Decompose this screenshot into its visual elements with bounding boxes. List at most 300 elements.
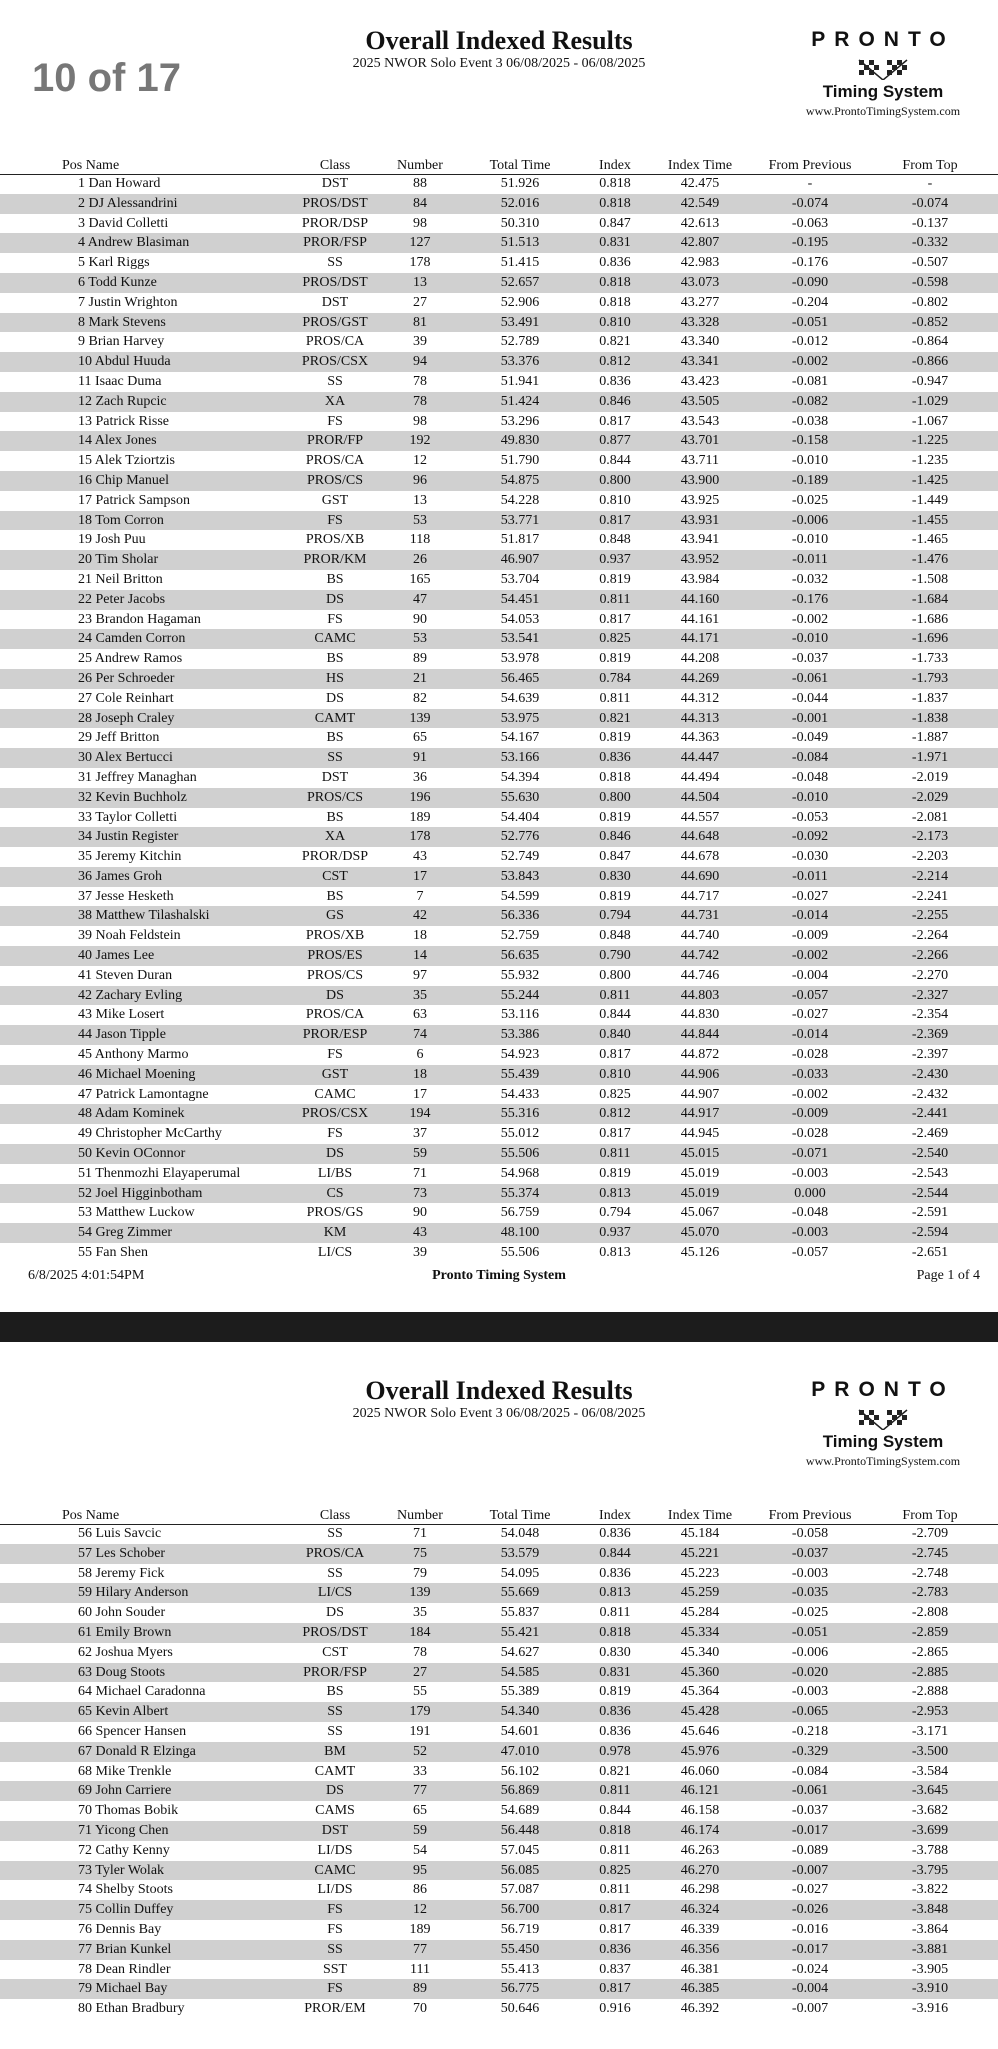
cell-total-time: 47.010 [500, 1743, 540, 1759]
cell-from-previous: -0.014 [791, 908, 829, 924]
cell-from-top: -2.019 [911, 769, 949, 785]
cell-from-top: -2.594 [911, 1225, 949, 1241]
cell-index-time: 44.312 [680, 690, 720, 706]
cell-number: 84 [413, 195, 427, 211]
cell-index-time: 45.646 [680, 1723, 720, 1739]
cell-index: 0.794 [599, 1205, 631, 1221]
table-row [0, 1742, 998, 1762]
cell-class: BM [324, 1743, 346, 1759]
cell-from-top: -2.432 [911, 1086, 949, 1102]
cell-pos-name: 35 Jeremy Kitchin [78, 849, 182, 865]
cell-index: 0.818 [599, 1822, 631, 1838]
table-row [0, 1223, 998, 1243]
cell-total-time: 53.116 [501, 1007, 539, 1023]
cell-total-time: 52.906 [500, 294, 540, 310]
cell-pos-name: 51 Thenmozhi Elayaperumal [78, 1165, 241, 1181]
cell-class: LI/CS [317, 1585, 353, 1601]
cell-from-previous: -0.092 [791, 829, 829, 845]
cell-pos-name: 32 Kevin Buchholz [78, 789, 187, 805]
cell-class: SS [327, 1941, 343, 1957]
cell-index: 0.819 [599, 730, 631, 746]
cell-index: 0.837 [599, 1961, 631, 1977]
cell-pos-name: 52 Joel Higginbotham [78, 1185, 203, 1201]
cell-number: 17 [413, 868, 427, 884]
cell-index: 0.813 [599, 1245, 631, 1261]
cell-from-top: -3.682 [911, 1803, 949, 1819]
cell-pos-name: 73 Tyler Wolak [78, 1862, 165, 1878]
cell-number: 71 [413, 1526, 427, 1541]
cell-class: DS [326, 1783, 344, 1799]
cell-from-previous: -0.084 [791, 750, 829, 766]
cell-pos-name: 80 Ethan Bradbury [78, 2001, 185, 2017]
cell-index-time: 43.701 [680, 433, 720, 449]
cell-from-top: -2.029 [911, 789, 949, 805]
cell-number: 53 [413, 631, 427, 647]
cell-total-time: 53.978 [500, 651, 540, 667]
cell-from-previous: -0.158 [791, 433, 829, 449]
logo-brand: PRONTO [811, 28, 955, 51]
cell-index-time: 43.900 [680, 472, 720, 488]
cell-from-previous: -0.007 [791, 2001, 829, 2017]
cell-number: 47 [413, 591, 427, 607]
cell-from-top: -2.397 [911, 1047, 949, 1063]
cell-from-top: -2.469 [911, 1126, 949, 1142]
cell-total-time: 53.296 [500, 413, 540, 429]
cell-from-top: -3.699 [911, 1822, 949, 1838]
cell-total-time: 50.646 [500, 2001, 540, 2017]
logo-tagline: Timing System [822, 1432, 944, 1451]
cell-class: SS [327, 1723, 343, 1739]
cell-pos-name: 67 Donald R Elzinga [78, 1743, 196, 1759]
cell-index-time: 46.121 [680, 1783, 720, 1799]
cell-class: PROR/ESP [302, 1027, 368, 1043]
cell-from-top: -2.808 [911, 1605, 949, 1621]
cell-pos-name: 74 Shelby Stoots [78, 1882, 173, 1898]
cell-index: 0.847 [599, 215, 631, 231]
cell-pos-name: 31 Jeffrey Managhan [78, 769, 197, 785]
cell-from-top: -1.476 [911, 552, 949, 568]
cell-pos-name: 12 Zach Rupcic [78, 393, 167, 409]
cell-number: 13 [413, 492, 427, 508]
cell-index-time: 44.803 [680, 987, 720, 1003]
cell-from-top: -1.449 [911, 492, 949, 508]
pronto-logo [788, 1378, 978, 1469]
cell-index-time: 44.746 [680, 967, 720, 983]
cell-index-time: 46.324 [680, 1902, 720, 1918]
cell-pos-name: 37 Jesse Hesketh [78, 888, 174, 904]
cell-index: 0.821 [599, 1763, 631, 1779]
cell-class: CAMC [314, 1862, 356, 1878]
cell-from-top: -3.171 [911, 1723, 949, 1739]
table-row [0, 788, 998, 808]
cell-pos-name: 64 Michael Caradonna [78, 1684, 206, 1700]
cell-class: CAMT [314, 710, 356, 726]
cell-from-top: -2.173 [911, 829, 949, 845]
table-row [0, 1841, 998, 1861]
cell-total-time: 51.817 [500, 532, 540, 548]
cell-index: 0.818 [599, 294, 631, 310]
cell-total-time: 53.843 [500, 868, 540, 884]
cell-number: 88 [413, 176, 427, 191]
cell-from-top: -1.465 [911, 532, 949, 548]
cell-from-previous: -0.017 [791, 1822, 829, 1838]
cell-class: CAMC [314, 1086, 356, 1102]
cell-from-previous: -0.329 [791, 1743, 829, 1759]
table-row [0, 1524, 998, 1544]
cell-index-time: 45.364 [680, 1684, 720, 1700]
cell-number: 78 [413, 393, 427, 409]
cell-from-top: -1.425 [911, 472, 949, 488]
cell-from-top: -2.745 [911, 1545, 949, 1561]
cell-from-previous: -0.033 [791, 1066, 829, 1082]
cell-pos-name: 4 Andrew Blasiman [78, 235, 190, 251]
cell-pos-name: 27 Cole Reinhart [78, 690, 174, 706]
cell-pos-name: 60 John Souder [78, 1605, 166, 1621]
cell-index-time: 45.334 [680, 1624, 720, 1640]
cell-from-top: -3.645 [911, 1783, 949, 1799]
cell-from-previous: -0.011 [792, 552, 828, 568]
cell-from-top: -3.864 [911, 1921, 949, 1937]
cell-number: 89 [413, 651, 427, 667]
cell-index-time: 46.356 [680, 1941, 720, 1957]
cell-index: 0.848 [599, 928, 631, 944]
cell-number: 196 [409, 789, 431, 805]
cell-from-previous: -0.011 [792, 868, 828, 884]
cell-index-time: 46.339 [680, 1921, 720, 1937]
table-row [0, 847, 998, 867]
checkered-flags-icon [788, 58, 978, 82]
cell-index-time: 46.298 [680, 1882, 720, 1898]
cell-index: 0.811 [599, 1783, 631, 1799]
cell-number: 37 [413, 1126, 427, 1142]
cell-from-top: -3.788 [911, 1842, 949, 1858]
cell-from-previous: -0.016 [791, 1921, 829, 1937]
cell-from-previous: -0.002 [791, 1086, 829, 1102]
cell-number: 90 [413, 1205, 427, 1221]
cell-number: 63 [413, 1007, 427, 1023]
cell-index-time: 44.742 [680, 948, 720, 964]
cell-class: BS [326, 888, 344, 904]
table-row [0, 491, 998, 511]
cell-index-time: 44.447 [680, 750, 720, 766]
cell-class: XA [324, 829, 346, 845]
cell-from-top: -2.430 [911, 1066, 949, 1082]
cell-from-top: -2.327 [911, 987, 949, 1003]
results-table-page-2 [0, 1524, 998, 2019]
cell-index-time: 44.907 [680, 1086, 720, 1102]
cell-class: BS [326, 651, 344, 667]
cell-from-top: -2.270 [911, 967, 949, 983]
cell-from-previous: -0.006 [791, 512, 829, 528]
cell-total-time: 51.424 [500, 393, 540, 409]
cell-class: PROS/DST [302, 274, 368, 290]
cell-number: 35 [413, 1605, 427, 1621]
cell-from-previous: -0.024 [791, 1961, 829, 1977]
cell-from-previous: -0.010 [791, 532, 829, 548]
cell-pos-name: 20 Tim Sholar [78, 552, 159, 568]
cell-number: 65 [413, 1803, 427, 1819]
table-row [0, 471, 998, 491]
cell-total-time: 56.775 [500, 1981, 540, 1997]
cell-pos-name: 65 Kevin Albert [78, 1704, 169, 1720]
cell-total-time: 53.376 [500, 354, 540, 370]
cell-index-time: 44.557 [680, 809, 720, 825]
cell-from-top: -1.029 [911, 393, 949, 409]
table-row [0, 1583, 998, 1603]
cell-total-time: 49.830 [500, 433, 540, 449]
cell-from-previous: -0.010 [791, 789, 829, 805]
cell-index-time: 43.952 [680, 552, 720, 568]
table-row [0, 1979, 998, 1999]
cell-index-time: 43.941 [680, 532, 720, 548]
table-row [0, 1722, 998, 1742]
cell-from-previous: -0.002 [791, 611, 829, 627]
cell-from-top: -1.686 [911, 611, 949, 627]
cell-index-time: 43.925 [680, 492, 720, 508]
cell-from-previous: -0.090 [791, 274, 829, 290]
cell-number: 82 [413, 690, 427, 706]
cell-from-top: -2.888 [911, 1684, 949, 1700]
table-row [0, 689, 998, 709]
table-row [0, 1144, 998, 1164]
cell-total-time: 53.166 [500, 750, 540, 766]
cell-index: 0.817 [599, 1047, 631, 1063]
cell-from-top: -2.354 [911, 1007, 949, 1023]
table-row [0, 1940, 998, 1960]
cell-class: CAMT [314, 1763, 356, 1779]
cell-class: SS [327, 255, 343, 271]
cell-class: PROS/CA [305, 1545, 365, 1561]
cell-index: 0.848 [599, 532, 631, 548]
cell-pos-name: 43 Mike Losert [78, 1007, 165, 1023]
cell-index: 0.819 [599, 1684, 631, 1700]
cell-from-top: -2.369 [911, 1027, 949, 1043]
cell-index: 0.818 [599, 769, 631, 785]
cell-total-time: 54.585 [500, 1664, 540, 1680]
cell-total-time: 54.627 [500, 1644, 540, 1660]
cell-class: FS [327, 1981, 343, 1997]
cell-class: PROS/CS [306, 472, 364, 488]
cell-class: PROS/DST [302, 195, 368, 211]
cell-index: 0.877 [599, 433, 631, 449]
cell-class: DS [326, 591, 344, 607]
cell-class: PROS/CA [305, 453, 365, 469]
cell-index: 0.844 [599, 1545, 631, 1561]
cell-total-time: 55.932 [500, 967, 540, 983]
cell-index: 0.830 [599, 1644, 631, 1660]
table-row [0, 610, 998, 630]
cell-index-time: 44.161 [680, 611, 720, 627]
cell-number: 97 [413, 967, 427, 983]
table-row [0, 412, 998, 432]
cell-index-time: 44.740 [680, 928, 720, 944]
cell-index: 0.800 [599, 472, 631, 488]
table-row [0, 1104, 998, 1124]
cell-from-previous: -0.058 [791, 1526, 829, 1541]
cell-total-time: 55.413 [500, 1961, 540, 1977]
cell-from-top: -2.859 [911, 1624, 949, 1640]
table-row [0, 1781, 998, 1801]
cell-from-top: -0.864 [911, 334, 949, 350]
cell-index: 0.811 [599, 1605, 631, 1621]
cell-pos-name: 49 Christopher McCarthy [78, 1126, 222, 1142]
cell-number: 35 [413, 987, 427, 1003]
cell-from-top: -3.848 [911, 1902, 949, 1918]
table-row [0, 214, 998, 234]
cell-total-time: 55.630 [500, 789, 540, 805]
cell-from-previous: -0.218 [791, 1723, 829, 1739]
table-row [0, 1065, 998, 1085]
cell-class: SS [327, 1526, 343, 1541]
cell-from-previous: -0.037 [791, 1803, 829, 1819]
table-row [0, 906, 998, 926]
cell-pos-name: 38 Matthew Tilashalski [78, 908, 210, 924]
cell-pos-name: 47 Patrick Lamontagne [78, 1086, 209, 1102]
cell-total-time: 54.228 [500, 492, 540, 508]
cell-from-previous: -0.027 [791, 888, 829, 904]
cell-index-time: 43.423 [680, 373, 720, 389]
cell-index-time: 44.906 [680, 1066, 720, 1082]
cell-from-previous: -0.053 [791, 809, 829, 825]
cell-from-previous: -0.082 [791, 393, 829, 409]
cell-class: PROS/CA [305, 1007, 365, 1023]
cell-from-previous: -0.025 [791, 1605, 829, 1621]
cell-index-time: 46.158 [680, 1803, 720, 1819]
cell-index: 0.819 [599, 888, 631, 904]
cell-pos-name: 25 Andrew Ramos [78, 651, 183, 667]
cell-pos-name: 21 Neil Britton [78, 571, 163, 587]
cell-number: 98 [413, 413, 427, 429]
cell-from-previous: -0.003 [791, 1165, 829, 1181]
cell-from-top: -2.953 [911, 1704, 949, 1720]
cell-pos-name: 62 Joshua Myers [78, 1644, 173, 1660]
table-row [0, 1801, 998, 1821]
cell-total-time: 56.465 [500, 670, 540, 686]
cell-index-time: 44.844 [680, 1027, 720, 1043]
cell-number: 52 [413, 1743, 427, 1759]
cell-number: 33 [413, 1763, 427, 1779]
cell-class: GST [321, 492, 349, 508]
cell-total-time: 56.085 [500, 1862, 540, 1878]
cell-number: 55 [413, 1684, 427, 1700]
cell-from-top: -2.591 [911, 1205, 949, 1221]
cell-total-time: 53.579 [500, 1545, 540, 1561]
cell-from-previous: -0.176 [791, 255, 829, 271]
cell-index-time: 45.019 [680, 1165, 720, 1181]
cell-pos-name: 30 Alex Bertucci [78, 750, 173, 766]
cell-pos-name: 1 Dan Howard [78, 176, 161, 191]
cell-from-previous: -0.051 [791, 1624, 829, 1640]
cell-class: LI/CS [317, 1245, 353, 1261]
cell-class: CS [326, 1185, 344, 1201]
cell-total-time: 56.759 [500, 1205, 540, 1221]
cell-index: 0.800 [599, 967, 631, 983]
cell-index: 0.846 [599, 829, 631, 845]
cell-pos-name: 28 Joseph Craley [78, 710, 175, 726]
table-row [0, 709, 998, 729]
cell-total-time: 51.513 [500, 235, 540, 251]
col-index: Index [599, 1508, 631, 1523]
cell-number: 18 [413, 1066, 427, 1082]
cell-number: 18 [413, 928, 427, 944]
cell-index-time: 42.807 [680, 235, 720, 251]
cell-class: FS [327, 1902, 343, 1918]
table-row [0, 1184, 998, 1204]
cell-from-top: -2.241 [911, 888, 949, 904]
cell-index-time: 45.019 [680, 1185, 720, 1201]
cell-from-previous: -0.074 [791, 195, 829, 211]
checkered-flags-icon [788, 1408, 978, 1432]
col-index-time: Index Time [667, 1508, 733, 1523]
cell-from-top: -0.852 [911, 314, 949, 330]
cell-index: 0.937 [599, 552, 631, 568]
cell-total-time: 54.048 [500, 1526, 540, 1541]
cell-pos-name: 13 Patrick Risse [78, 413, 169, 429]
cell-number: 73 [413, 1185, 427, 1201]
cell-from-top: -3.910 [911, 1981, 949, 1997]
cell-number: 77 [413, 1941, 427, 1957]
cell-from-top: -3.916 [911, 2001, 949, 2017]
cell-from-top: -2.081 [911, 809, 949, 825]
table-row [0, 392, 998, 412]
cell-total-time: 54.167 [500, 730, 540, 746]
cell-number: 39 [413, 334, 427, 350]
cell-number: 179 [409, 1704, 431, 1720]
cell-number: 53 [413, 512, 427, 528]
cell-from-top: -2.543 [911, 1165, 949, 1181]
cell-index-time: 43.931 [680, 512, 720, 528]
cell-pos-name: 19 Josh Puu [78, 532, 146, 548]
cell-from-top: -3.500 [911, 1743, 949, 1759]
cell-from-previous: -0.020 [791, 1664, 829, 1680]
cell-total-time: 54.451 [500, 591, 540, 607]
cell-index-time: 45.284 [680, 1605, 720, 1621]
cell-from-top: -1.838 [911, 710, 949, 726]
cell-index-time: 44.208 [680, 651, 720, 667]
cell-total-time: 53.704 [500, 571, 540, 587]
cell-pos-name: 23 Brandon Hagaman [78, 611, 201, 627]
cell-number: 194 [409, 1106, 431, 1122]
cell-pos-name: 78 Dean Rindler [78, 1961, 171, 1977]
cell-number: 21 [413, 670, 427, 686]
cell-from-previous: -0.017 [791, 1941, 829, 1957]
table-row [0, 293, 998, 313]
cell-from-previous: -0.012 [791, 334, 829, 350]
cell-from-top: -0.947 [911, 373, 949, 389]
cell-total-time: 55.506 [500, 1146, 540, 1162]
cell-pos-name: 71 Yicong Chen [78, 1822, 169, 1838]
col-from-previous: From Previous [768, 158, 852, 173]
cell-total-time: 46.907 [500, 552, 540, 568]
cell-number: 95 [413, 1862, 427, 1878]
cell-class: CST [322, 868, 348, 884]
cell-number: 178 [409, 255, 431, 271]
cell-pos-name: 10 Abdul Huuda [78, 354, 171, 370]
cell-from-previous: -0.009 [791, 1106, 829, 1122]
cell-class: SST [322, 1961, 348, 1977]
cell-index-time: 46.381 [680, 1961, 720, 1977]
cell-index-time: 43.984 [680, 571, 720, 587]
cell-index: 0.836 [599, 1526, 631, 1541]
cell-from-previous: -0.028 [791, 1047, 829, 1063]
cell-from-top: -2.544 [911, 1185, 949, 1201]
cell-total-time: 54.095 [500, 1565, 540, 1581]
cell-total-time: 52.776 [500, 829, 540, 845]
cell-from-previous: -0.176 [791, 591, 829, 607]
report-title: Overall Indexed Results [365, 1376, 633, 1405]
cell-total-time: 55.389 [500, 1684, 540, 1700]
table-row [0, 313, 998, 333]
